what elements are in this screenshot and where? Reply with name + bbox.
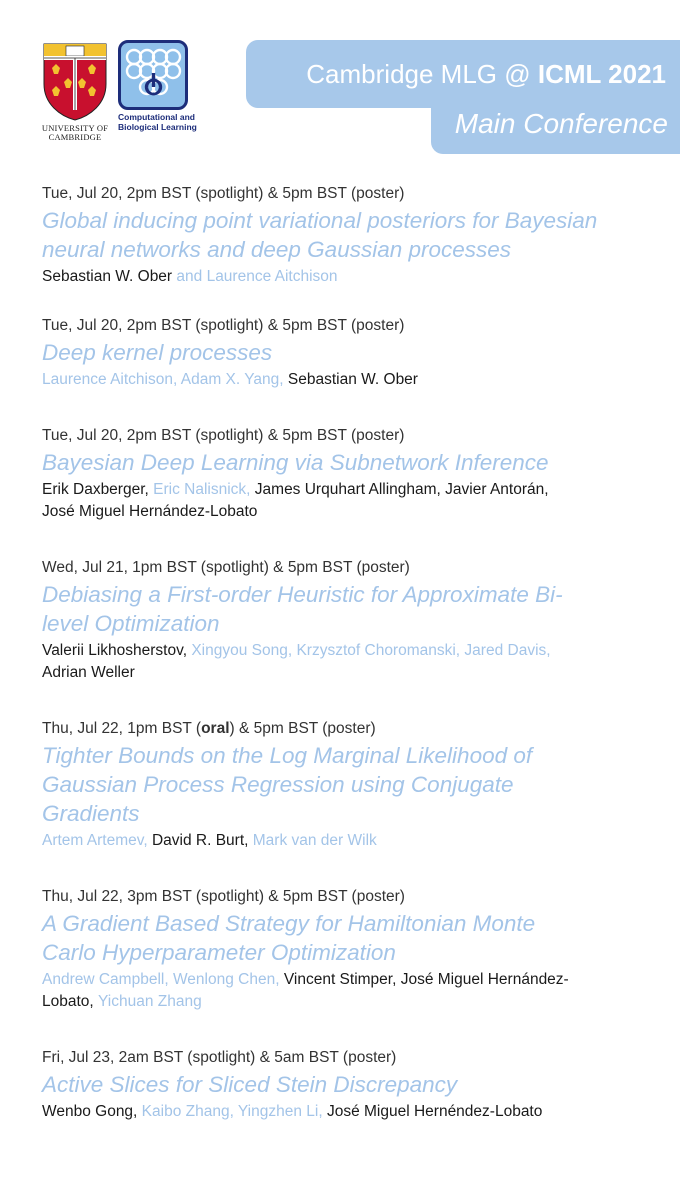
author-name: José Miguel Hernéndez-Lobato <box>326 1103 543 1120</box>
author-name: Valerii Likhosherstov, <box>42 642 192 659</box>
date-text: ) & 5pm BST (poster) <box>229 720 376 737</box>
paper-authors <box>42 266 672 288</box>
paper-title-line: neural networks and deep Gaussian processes <box>42 237 512 262</box>
banner-conference: ICML 2021 <box>537 59 666 89</box>
paper-date: Tue, Jul 20, 2pm BST (spotlight) & 5pm BST (poster) <box>42 185 405 202</box>
author-name: and Laurence Aitchison <box>172 268 338 285</box>
paper-authors <box>42 969 672 1013</box>
author-name: Artem Artemev, <box>42 832 152 849</box>
cbl-caption-line2: Biological Learning <box>118 121 197 132</box>
authors-line <box>42 662 672 684</box>
author-name: Andrew Campbell, Wenlong Chen, <box>42 971 284 988</box>
crest-caption-line1: UNIVERSITY OF <box>41 123 109 133</box>
paper-authors <box>42 1101 672 1123</box>
paper-title <box>42 206 672 264</box>
paper-title-line: Global inducing point variational posteriors for Bayesian <box>42 208 598 233</box>
author-name: Erik Daxberger, <box>42 481 154 498</box>
author-name: Laurence Aitchison, Adam X. Yang, <box>42 371 288 388</box>
paper-title-line: Active Slices for Sliced Stein Discrepancy <box>42 1072 458 1097</box>
author-name: Xingyou Song, Krzysztof Choromanski, Jared Davis, <box>191 642 551 659</box>
paper-entry <box>42 887 672 1013</box>
paper-date: Thu, Jul 22, 3pm BST (spotlight) & 5pm BST (poster) <box>42 888 405 905</box>
paper-title <box>42 338 672 367</box>
paper-title-line: Carlo Hyperparameter Optimization <box>42 940 396 965</box>
author-name: Vincent Stimper, José Miguel Hernández- <box>283 971 569 988</box>
paper-authors <box>42 479 672 523</box>
crest-caption <box>40 124 110 142</box>
author-name: Adrian Weller <box>42 664 135 681</box>
paper-title-line: Gradients <box>42 801 140 826</box>
paper-title <box>42 580 672 638</box>
date-oral-label: oral <box>201 720 230 737</box>
paper-title-line: A Gradient Based Strategy for Hamiltonian Monte <box>42 911 536 936</box>
author-name: James Urquhart Allingham, Javier Antorán, <box>254 481 549 498</box>
authors-line <box>42 501 672 523</box>
paper-title-line: Bayesian Deep Learning via Subnetwork Inference <box>42 450 549 475</box>
author-name: Wenbo Gong, <box>42 1103 142 1120</box>
paper-list <box>42 184 672 1151</box>
author-name: José Miguel Hernández-Lobato <box>42 503 258 520</box>
paper-title-line: Debiasing a First-order Heuristic for Approximate Bi- <box>42 582 563 607</box>
author-name: Kaibo Zhang, Yingzhen Li, <box>141 1103 327 1120</box>
authors-line <box>42 969 672 991</box>
cbl-logo-mark <box>118 40 188 110</box>
paper-title-line: Deep kernel processes <box>42 340 273 365</box>
author-name: Yichuan Zhang <box>98 993 202 1010</box>
paper-title-line: Gaussian Process Regression using Conjugate <box>42 772 514 797</box>
cambridge-crest-logo <box>40 40 110 142</box>
authors-line <box>42 479 672 501</box>
paper-entry <box>42 184 672 288</box>
date-text: Thu, Jul 22, 1pm BST ( <box>42 720 202 737</box>
author-name: Sebastian W. Ober <box>42 268 173 285</box>
paper-date: Wed, Jul 21, 1pm BST (spotlight) & 5pm BST (poster) <box>42 559 410 576</box>
crest-caption-line2: CAMBRIDGE <box>48 132 102 142</box>
author-name: Eric Nalisnick, <box>153 481 255 498</box>
paper-title <box>42 909 672 967</box>
paper-entry <box>42 719 672 852</box>
authors-line <box>42 640 672 662</box>
shield-icon <box>40 40 110 122</box>
paper-title <box>42 448 672 477</box>
paper-date <box>42 719 672 739</box>
paper-date: Tue, Jul 20, 2pm BST (spotlight) & 5pm BST (poster) <box>42 427 405 444</box>
paper-entry <box>42 426 672 523</box>
author-name: Mark van der Wilk <box>252 832 377 849</box>
banner-prefix: Cambridge MLG @ <box>306 59 538 89</box>
paper-title-line: Tighter Bounds on the Log Marginal Likelihood of <box>42 743 533 768</box>
paper-title-line: level Optimization <box>42 611 220 636</box>
authors-line <box>42 991 672 1013</box>
paper-date: Fri, Jul 23, 2am BST (spotlight) & 5am BST (poster) <box>42 1049 397 1066</box>
cbl-logo <box>118 40 198 132</box>
paper-authors <box>42 640 672 684</box>
author-name: Lobato, <box>42 993 99 1010</box>
paper-title <box>42 741 672 828</box>
author-name: David R. Burt, <box>151 832 253 849</box>
paper-title <box>42 1070 672 1099</box>
subtitle-text: Main Conference <box>454 108 668 139</box>
paper-date: Tue, Jul 20, 2pm BST (spotlight) & 5pm BST (poster) <box>42 317 405 334</box>
paper-authors <box>42 369 672 391</box>
cbl-caption-line1: Computational and <box>118 112 195 122</box>
paper-entry <box>42 1048 672 1123</box>
subtitle-banner <box>431 96 680 154</box>
paper-entry <box>42 558 672 684</box>
cbl-caption <box>118 113 198 132</box>
author-name: Sebastian W. Ober <box>287 371 418 388</box>
paper-entry <box>42 316 672 391</box>
paper-authors <box>42 830 672 852</box>
circles-icon <box>121 43 185 107</box>
